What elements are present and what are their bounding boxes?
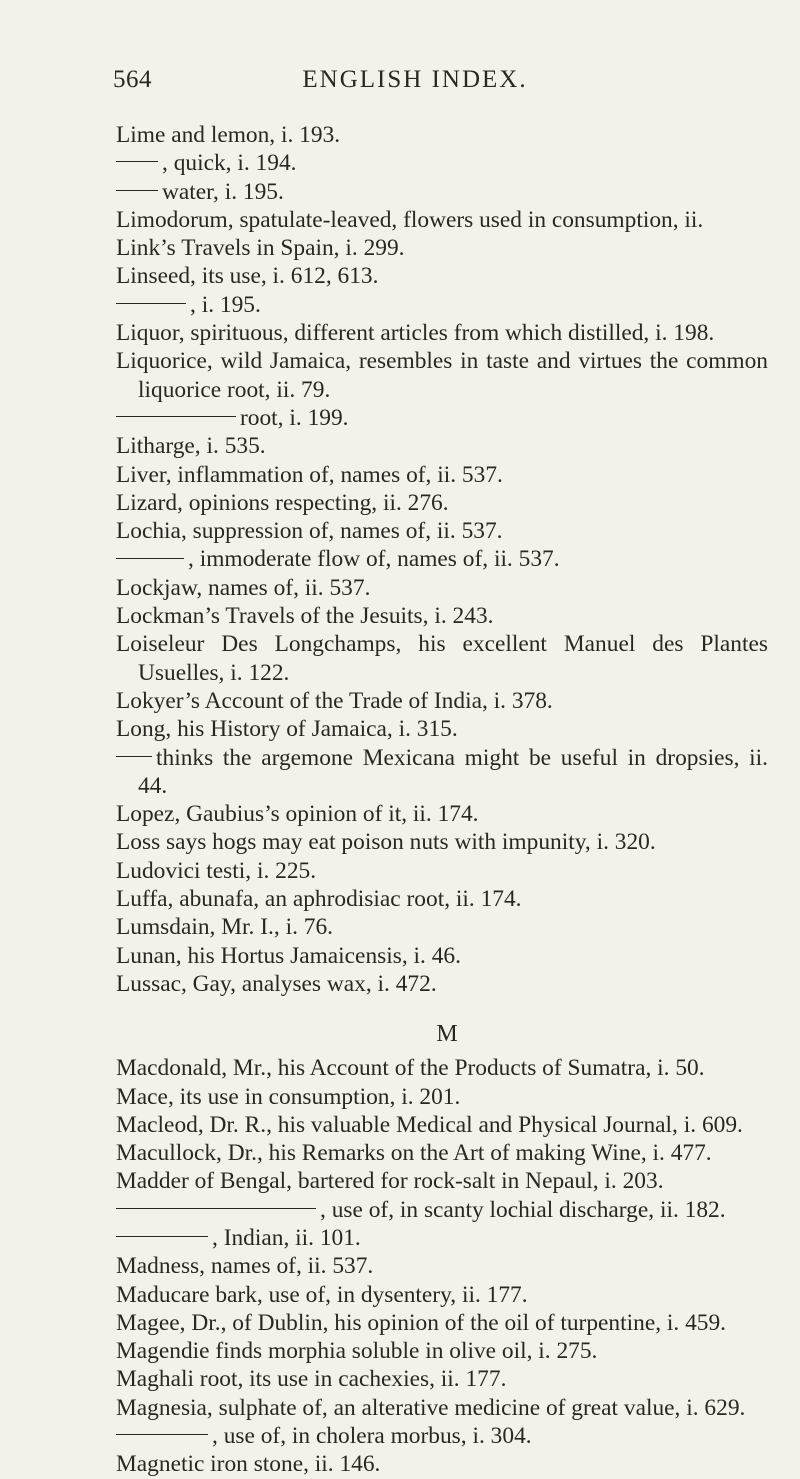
repeat-dash — [116, 558, 184, 559]
index-entries — [116, 121, 768, 1479]
index-entry: Macleod, Dr. R., his valuable Medical and Physical Journal, i. 609. — [116, 1111, 743, 1138]
index-entry: Maghali root, its use in cachexies, ii. 177. — [116, 1366, 507, 1393]
repeat-dash — [116, 190, 158, 191]
index-entry: Link’s Travels in Spain, i. 299. — [116, 235, 405, 262]
running-head: ENGLISH INDEX. — [302, 66, 528, 93]
index-entry: , Indian, ii. 101. — [116, 1224, 768, 1252]
repeat-dash — [116, 1208, 316, 1209]
index-entry: Ludovici testi, i. 225. — [116, 857, 317, 884]
index-entry: Macdonald, Mr., his Account of the Products of Sumatra, i. 50. — [116, 1055, 705, 1082]
index-entry: Liquorice, wild Jamaica, resembles in taste and virtues the common liquorice root, ii. 79. — [116, 348, 768, 403]
index-entry: Lumsdain, Mr. I., i. 76. — [116, 914, 334, 941]
index-entry: Litharge, i. 535. — [116, 433, 266, 460]
index-entry: Lopez, Gaubius’s opinion of it, ii. 174. — [116, 801, 479, 828]
section-letter-m: M — [436, 1021, 458, 1048]
index-entry: Mace, its use in consumption, i. 201. — [116, 1083, 461, 1110]
repeat-dash — [116, 303, 186, 304]
index-entry: Long, his History of Jamaica, i. 315. — [116, 716, 458, 743]
repeat-dash — [116, 1434, 208, 1435]
index-entry: Madder of Bengal, bartered for rock-salt in Nepaul, i. 203. — [116, 1168, 664, 1195]
index-entry: Lockjaw, names of, ii. 537. — [116, 574, 371, 601]
index-entry: Lochia, suppression of, names of, ii. 537. — [116, 518, 503, 545]
index-entry: root, i. 199. — [116, 404, 768, 432]
index-entry: Lockman’s Travels of the Jesuits, i. 243. — [116, 603, 494, 630]
index-entry: Magnetic iron stone, ii. 146. — [116, 1451, 381, 1478]
index-entry: water, i. 195. — [116, 178, 768, 206]
index-entry: Lokyer’s Account of the Trade of India, i. 378. — [116, 687, 553, 714]
index-entry: , quick, i. 194. — [116, 149, 768, 177]
index-entry: Luffa, abunafa, an aphrodisiac root, ii. 174. — [116, 886, 522, 913]
index-entry: , i. 195. — [116, 291, 768, 319]
index-entry: thinks the argemone Mexicana might be useful in dropsies, ii. 44. — [116, 744, 768, 801]
index-entry: Magee, Dr., of Dublin, his opinion of the oil of turpentine, i. 459. — [116, 1309, 727, 1336]
index-entry: Magendie finds morphia soluble in olive oil, i. 275. — [116, 1338, 598, 1365]
page-number: 564 — [113, 66, 152, 93]
index-entry: Lizard, opinions respecting, ii. 276. — [116, 489, 449, 516]
index-entry: Lunan, his Hortus Jamaicensis, i. 46. — [116, 942, 461, 969]
index-entry: Lussac, Gay, analyses wax, i. 472. — [116, 970, 437, 997]
index-entry: Macullock, Dr., his Remarks on the Art of making Wine, i. 477. — [116, 1140, 712, 1167]
repeat-dash — [116, 161, 158, 162]
index-entry: , use of, in scanty lochial discharge, ii. 182. — [116, 1196, 768, 1224]
index-entry: , use of, in cholera morbus, i. 304. — [116, 1422, 768, 1450]
repeat-dash — [116, 1236, 208, 1237]
index-entry: Linseed, its use, i. 612, 613. — [116, 263, 379, 290]
index-entry: Madness, names of, ii. 537. — [116, 1253, 374, 1280]
index-entry: Liquor, spirituous, different articles from which distilled, i. 198. — [116, 320, 715, 347]
repeat-dash — [116, 416, 236, 417]
index-entry: , immoderate flow of, names of, ii. 537. — [116, 545, 768, 573]
index-entry: Magnesia, sulphate of, an alterative medicine of great value, i. 629. — [116, 1394, 746, 1421]
index-entry: Lime and lemon, i. 193. — [116, 122, 341, 148]
index-entry: Liver, inflammation of, names of, ii. 537. — [116, 461, 503, 488]
index-entry: Loss says hogs may eat poison nuts with impunity, i. 320. — [116, 829, 656, 856]
repeat-dash — [116, 756, 152, 757]
index-entry: Limodorum, spatulate-leaved, flowers used in consumption, ii. — [116, 206, 704, 233]
index-entry: Loiseleur Des Longchamps, his excellent Manuel des Plantes Usuelles, i. 122. — [116, 631, 768, 686]
index-entry: Maducare bark, use of, in dysentery, ii. 177. — [116, 1281, 528, 1308]
